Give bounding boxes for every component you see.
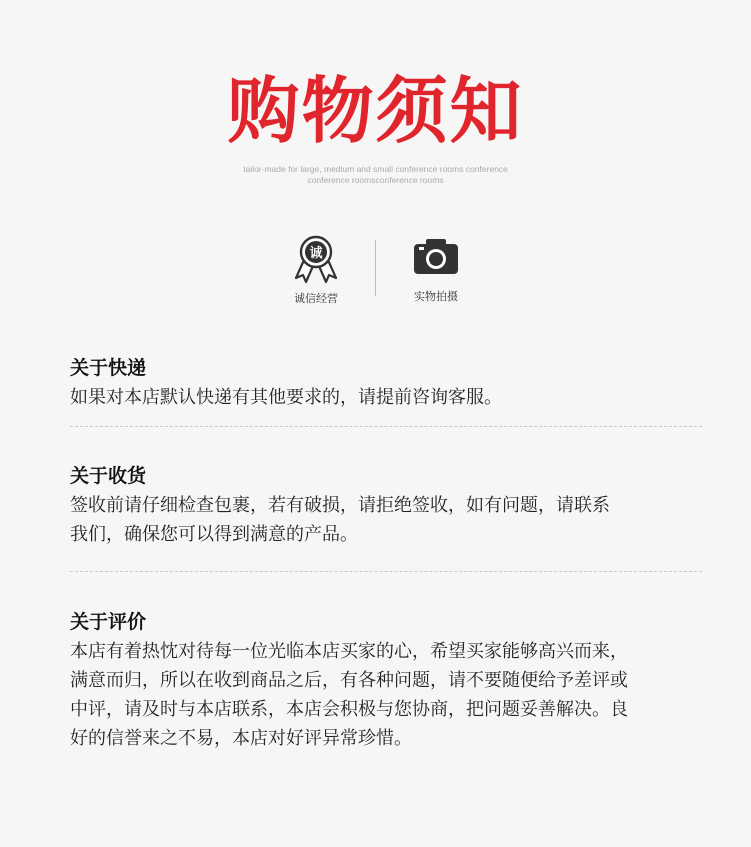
- section-receiving: [70, 463, 702, 549]
- section-line: 中评，请及时与本店联系，本店会积极与您协商，把问题妥善解决。良: [70, 699, 628, 720]
- subtitle-line: tailor-made for large, medium and small conference rooms conference: [243, 164, 508, 174]
- section-divider: [70, 426, 702, 427]
- section-heading: 关于收货: [70, 465, 147, 487]
- section-review: [70, 609, 702, 753]
- page-title: 购物须知: [227, 69, 524, 153]
- section-divider: [70, 571, 702, 572]
- badge-label: 诚信经营: [294, 292, 338, 305]
- section-line: 我们，确保您可以得到满意的产品。: [70, 524, 358, 545]
- badge-real-photo: [386, 234, 486, 304]
- badge-honesty: [266, 234, 366, 306]
- section-line: 满意而归，所以在收到商品之后，有各种问题，请不要随便给予差评或: [70, 670, 628, 691]
- badge-divider: [375, 240, 376, 296]
- section-delivery: [70, 355, 702, 412]
- section-body: [70, 383, 702, 412]
- section-heading: 关于快递: [70, 357, 147, 379]
- badge-label: 实物拍摄: [414, 290, 458, 303]
- section-line: 本店有着热忱对待每一位光临本店买家的心，希望买家能够高兴而来，: [70, 641, 628, 662]
- section-line: 如果对本店默认快递有其他要求的，请提前咨询客服。: [70, 387, 502, 408]
- section-body: [70, 637, 702, 753]
- page-subtitle: [0, 164, 751, 186]
- honesty-ribbon-char: 诚: [309, 246, 323, 261]
- section-heading: 关于评价: [70, 611, 147, 633]
- section-body: [70, 491, 702, 549]
- camera-icon: [411, 234, 461, 282]
- section-line: 好的信誉来之不易，本店对好评异常珍惜。: [70, 728, 412, 749]
- section-line: 签收前请仔细检查包裹，若有破损，请拒绝签收，如有问题，请联系: [70, 495, 610, 516]
- subtitle-line: conference roomsconference rooms: [307, 175, 444, 185]
- honesty-ribbon-icon: [290, 234, 342, 284]
